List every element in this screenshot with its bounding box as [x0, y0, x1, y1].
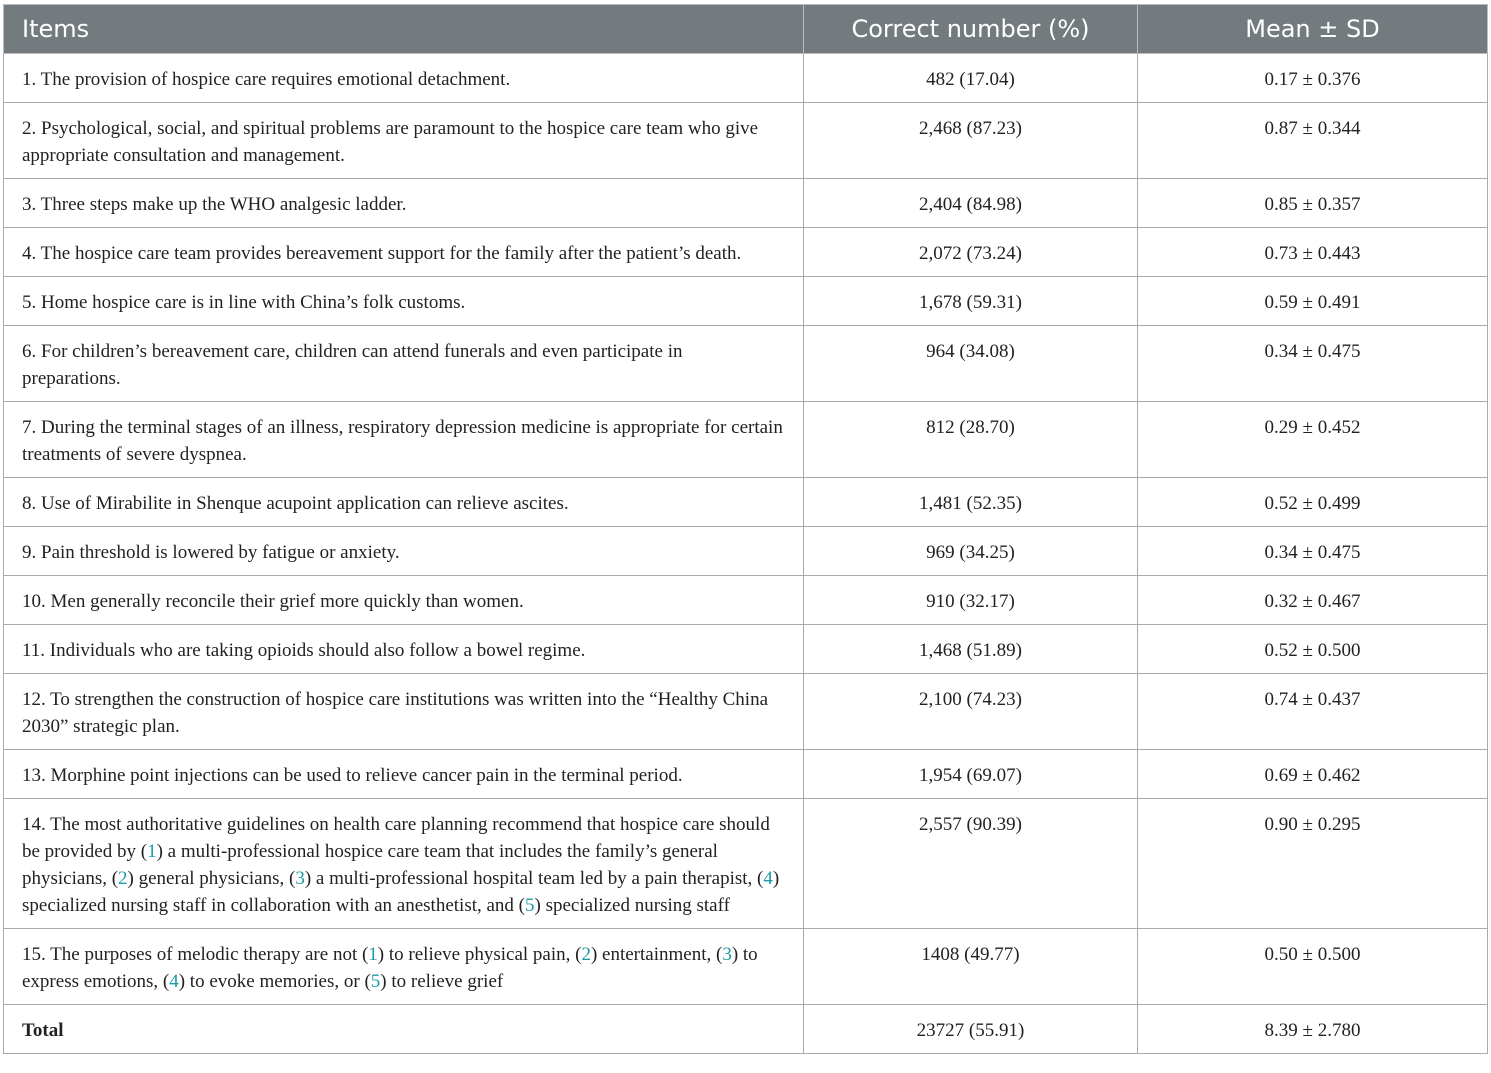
- table-header: [4, 5, 1488, 54]
- item-cell: [4, 799, 804, 929]
- reference-link[interactable]: 4: [169, 971, 179, 992]
- header-row: [4, 5, 1488, 54]
- item-cell: 6. For children’s bereavement care, children can attend funerals and even participate in preparations.: [4, 326, 804, 402]
- knowledge-items-table: [3, 4, 1488, 1054]
- table-row: [4, 625, 1488, 674]
- mean-sd-cell: 0.34 ± 0.475: [1138, 527, 1488, 576]
- header-items: Items: [4, 5, 804, 54]
- item-cell: 12. To strengthen the construction of hospice care institutions was written into the “Healthy China 2030” strategic plan.: [4, 674, 804, 750]
- table-row: [4, 402, 1488, 478]
- correct-number-cell: 910 (32.17): [804, 576, 1138, 625]
- correct-number-cell: 964 (34.08): [804, 326, 1138, 402]
- correct-number-cell: 2,557 (90.39): [804, 799, 1138, 929]
- table-row: [4, 527, 1488, 576]
- mean-sd-cell: 0.69 ± 0.462: [1138, 750, 1488, 799]
- table-row: [4, 103, 1488, 179]
- item-text: ) specialized nursing staff: [534, 895, 730, 916]
- item-cell: 13. Morphine point injections can be used to relieve cancer pain in the terminal period.: [4, 750, 804, 799]
- total-correct-number: 23727 (55.91): [804, 1005, 1138, 1054]
- correct-number-cell: 1,481 (52.35): [804, 478, 1138, 527]
- header-correct-number: Correct number (%): [804, 5, 1138, 54]
- item-text: ) to relieve physical pain, (: [377, 944, 582, 965]
- reference-link[interactable]: 3: [295, 868, 305, 889]
- item-text: ) entertainment, (: [590, 944, 723, 965]
- table-row: [4, 576, 1488, 625]
- table-row: [4, 179, 1488, 228]
- correct-number-cell: 2,072 (73.24): [804, 228, 1138, 277]
- item-text: ) to relieve grief: [380, 971, 504, 992]
- mean-sd-cell: 0.29 ± 0.452: [1138, 402, 1488, 478]
- mean-sd-cell: 0.50 ± 0.500: [1138, 929, 1488, 1005]
- header-mean-sd: Mean ± SD: [1138, 5, 1488, 54]
- item-text: ) a multi-professional hospital team led by a pain therapist, (: [304, 868, 764, 889]
- table-row: [4, 326, 1488, 402]
- reference-link[interactable]: 4: [763, 868, 773, 889]
- item-cell: 5. Home hospice care is in line with China’s folk customs.: [4, 277, 804, 326]
- correct-number-cell: 2,100 (74.23): [804, 674, 1138, 750]
- mean-sd-cell: 0.34 ± 0.475: [1138, 326, 1488, 402]
- item-cell: 10. Men generally reconcile their grief more quickly than women.: [4, 576, 804, 625]
- item-text: 15. The purposes of melodic therapy are not (: [22, 944, 369, 965]
- reference-link[interactable]: 5: [370, 971, 381, 992]
- mean-sd-cell: 0.52 ± 0.499: [1138, 478, 1488, 527]
- total-mean-sd: 8.39 ± 2.780: [1138, 1005, 1488, 1054]
- correct-number-cell: 2,468 (87.23): [804, 103, 1138, 179]
- reference-link[interactable]: 1: [368, 944, 378, 965]
- item-text: ) to express emotions, (: [22, 944, 758, 992]
- item-text: ) to evoke memories, or (: [178, 971, 371, 992]
- mean-sd-cell: 0.90 ± 0.295: [1138, 799, 1488, 929]
- mean-sd-cell: 0.73 ± 0.443: [1138, 228, 1488, 277]
- table-body: [4, 54, 1488, 1054]
- table-row: [4, 54, 1488, 103]
- item-cell: 8. Use of Mirabilite in Shenque acupoint application can relieve ascites.: [4, 478, 804, 527]
- item-cell: 2. Psychological, social, and spiritual problems are paramount to the hospice care team who give appropriate consultation and management.: [4, 103, 804, 179]
- item-text: ) a multi-professional hospice care team that includes the family’s general physicians, (: [22, 841, 718, 889]
- item-text: ) specialized nursing staff in collaboration with an anesthetist, and (: [22, 868, 780, 916]
- correct-number-cell: 1,468 (51.89): [804, 625, 1138, 674]
- table-row: [4, 277, 1488, 326]
- item-cell: 4. The hospice care team provides bereavement support for the family after the patient’s death.: [4, 228, 804, 277]
- table-row: [4, 228, 1488, 277]
- correct-number-cell: 1,954 (69.07): [804, 750, 1138, 799]
- total-label: Total: [4, 1005, 804, 1054]
- correct-number-cell: 2,404 (84.98): [804, 179, 1138, 228]
- table-row: [4, 478, 1488, 527]
- mean-sd-cell: 0.85 ± 0.357: [1138, 179, 1488, 228]
- mean-sd-cell: 0.74 ± 0.437: [1138, 674, 1488, 750]
- table-row: [4, 799, 1488, 929]
- mean-sd-cell: 0.32 ± 0.467: [1138, 576, 1488, 625]
- reference-link[interactable]: 1: [147, 841, 157, 862]
- correct-number-cell: 1408 (49.77): [804, 929, 1138, 1005]
- item-text: ) general physicians, (: [127, 868, 296, 889]
- correct-number-cell: 812 (28.70): [804, 402, 1138, 478]
- item-text: 14. The most authoritative guidelines on health care planning recommend that hospice care should be provided by (: [22, 814, 770, 862]
- mean-sd-cell: 0.52 ± 0.500: [1138, 625, 1488, 674]
- table-row: [4, 929, 1488, 1005]
- table-row: [4, 674, 1488, 750]
- total-row: [4, 1005, 1488, 1054]
- item-cell: 7. During the terminal stages of an illness, respiratory depression medicine is appropriate for certain treatments of severe dyspnea.: [4, 402, 804, 478]
- reference-link[interactable]: 3: [722, 944, 732, 965]
- correct-number-cell: 969 (34.25): [804, 527, 1138, 576]
- mean-sd-cell: 0.87 ± 0.344: [1138, 103, 1488, 179]
- table-row: [4, 750, 1488, 799]
- item-cell: 1. The provision of hospice care requires emotional detachment.: [4, 54, 804, 103]
- reference-link[interactable]: 2: [118, 868, 128, 889]
- correct-number-cell: 1,678 (59.31): [804, 277, 1138, 326]
- item-cell: 9. Pain threshold is lowered by fatigue or anxiety.: [4, 527, 804, 576]
- mean-sd-cell: 0.59 ± 0.491: [1138, 277, 1488, 326]
- item-cell: 11. Individuals who are taking opioids should also follow a bowel regime.: [4, 625, 804, 674]
- reference-link[interactable]: 5: [525, 895, 535, 916]
- item-cell: 3. Three steps make up the WHO analgesic ladder.: [4, 179, 804, 228]
- reference-link[interactable]: 2: [581, 944, 591, 965]
- correct-number-cell: 482 (17.04): [804, 54, 1138, 103]
- mean-sd-cell: 0.17 ± 0.376: [1138, 54, 1488, 103]
- item-cell: [4, 929, 804, 1005]
